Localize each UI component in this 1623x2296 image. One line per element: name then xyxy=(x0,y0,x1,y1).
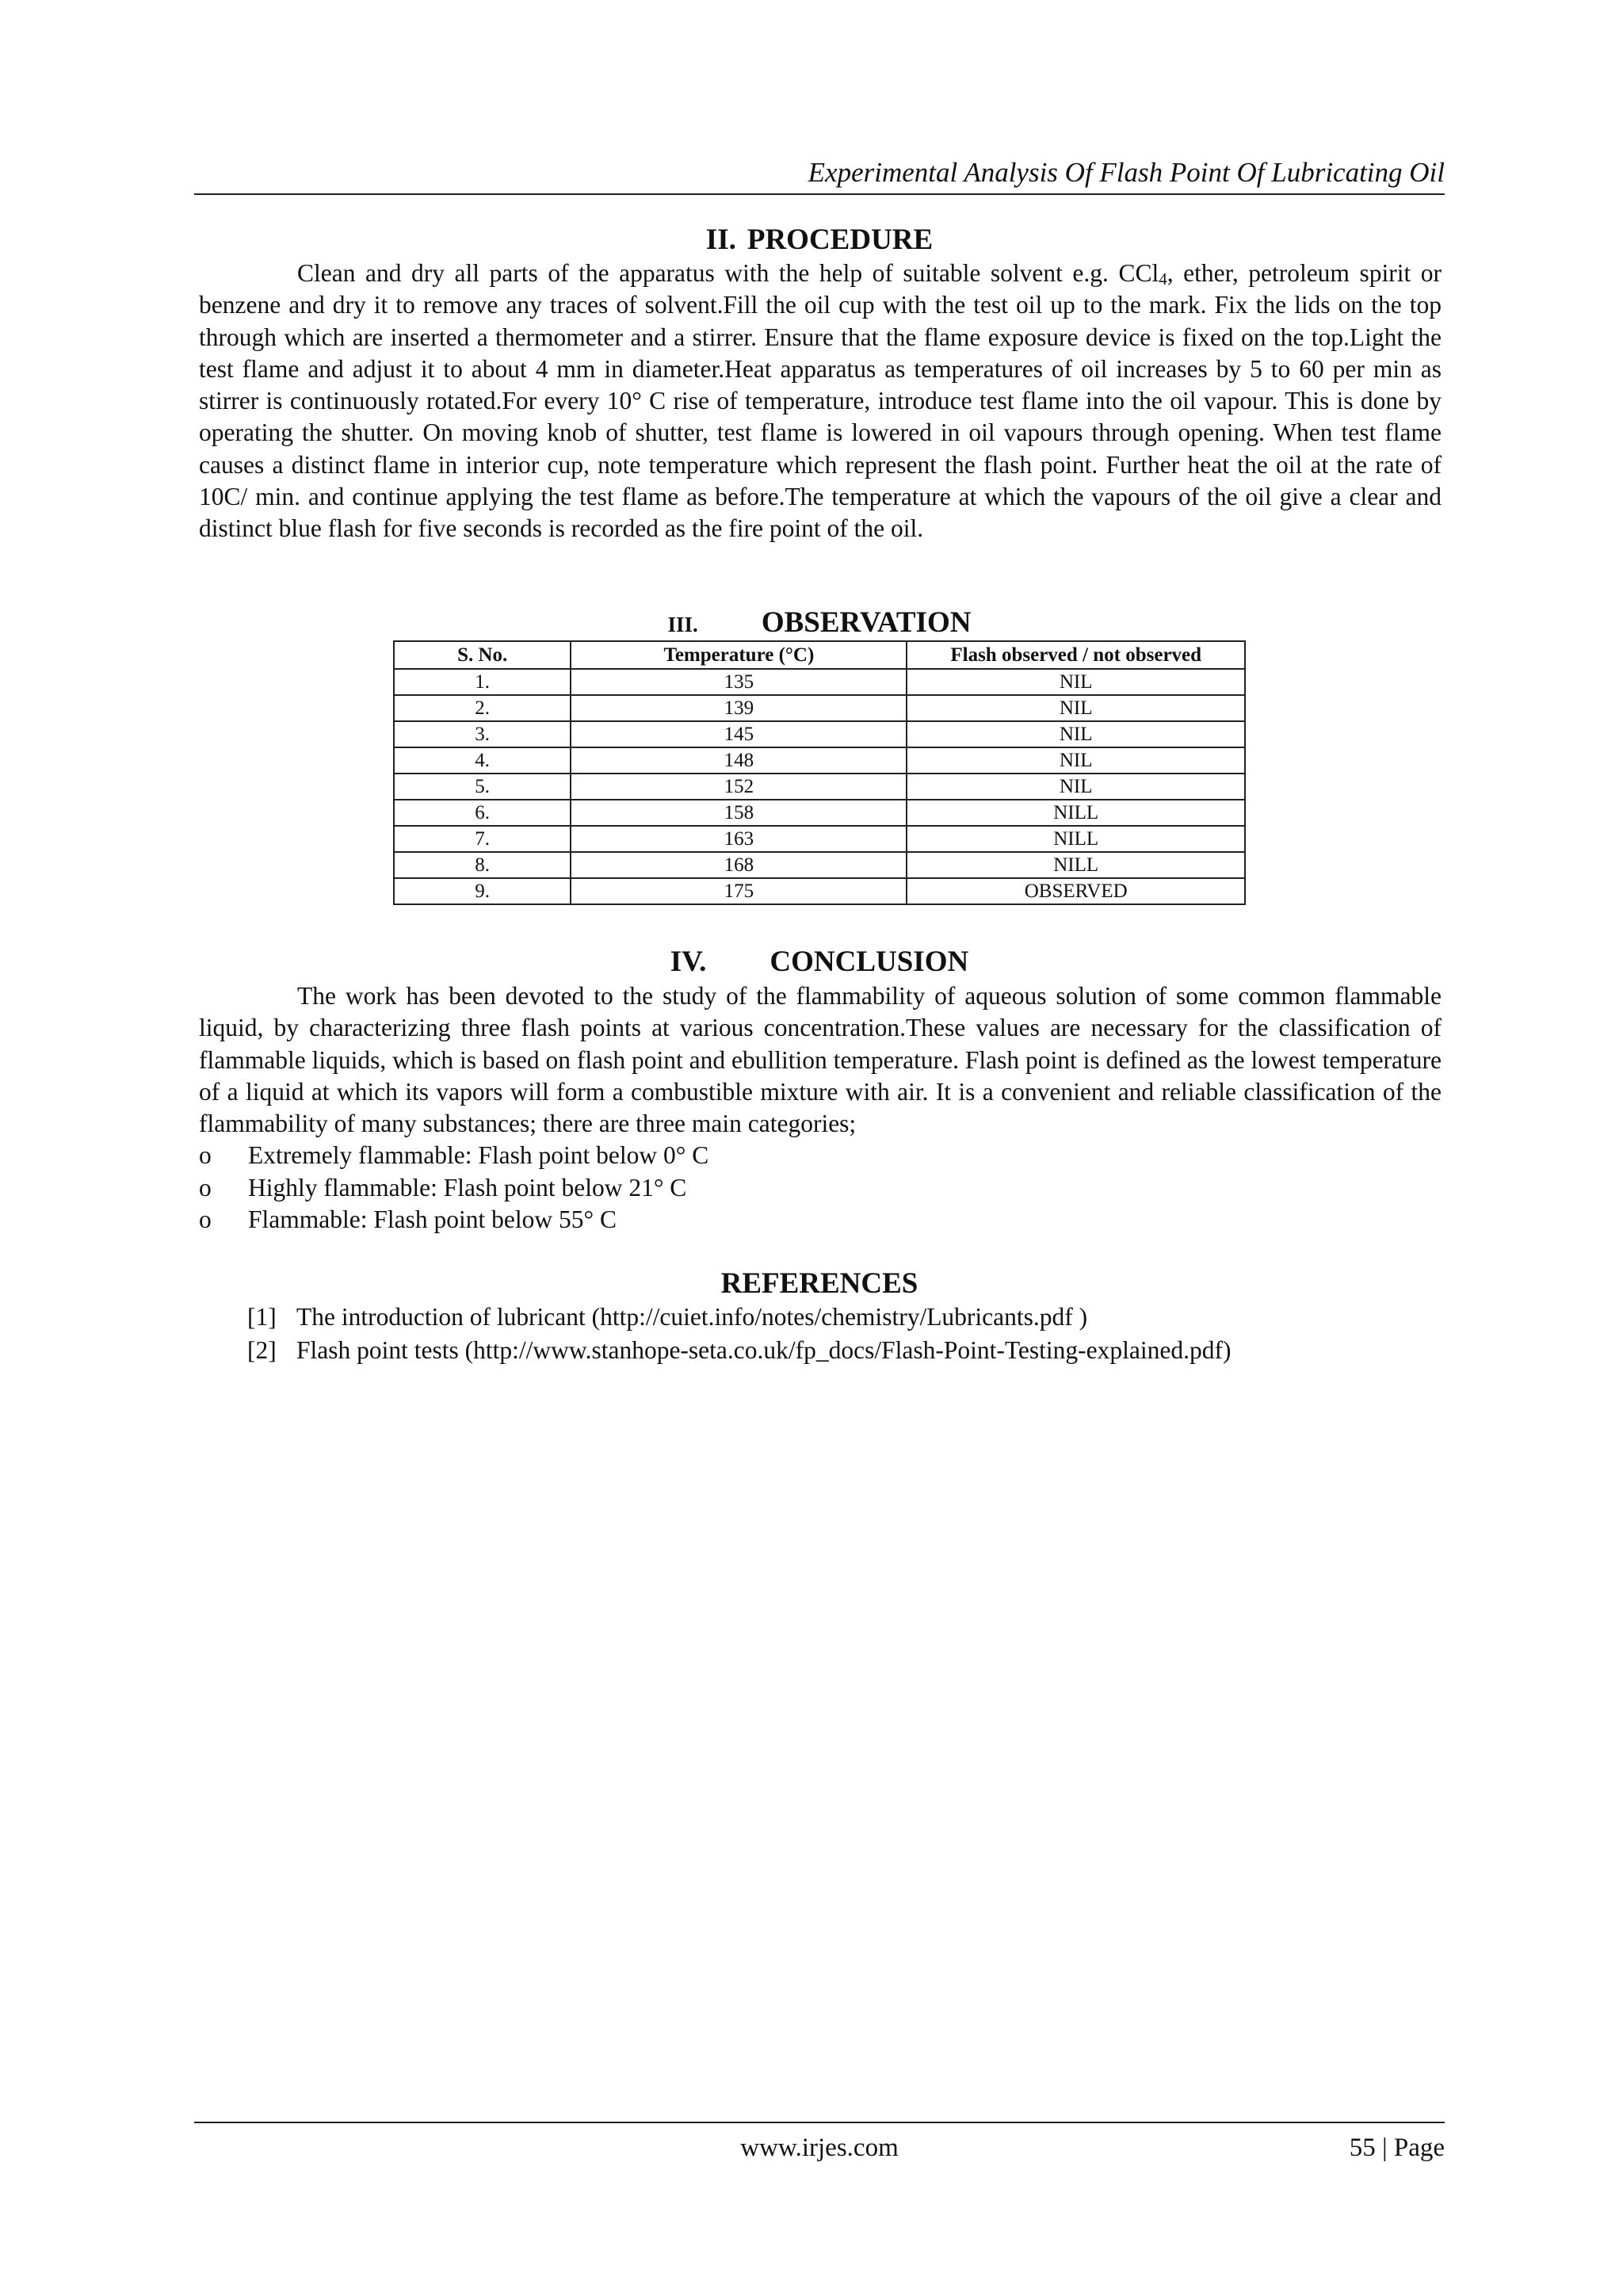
bullet-marker: o xyxy=(199,1141,212,1169)
cell-flash: NIL xyxy=(907,747,1245,774)
section-heading-procedure xyxy=(194,223,1445,258)
section-title: CONCLUSION xyxy=(769,946,969,978)
table-header-row xyxy=(394,641,1245,669)
reference-index: [2] xyxy=(247,1336,277,1364)
section-title: PROCEDURE xyxy=(747,223,934,256)
section-heading-observation xyxy=(194,606,1445,642)
table-row xyxy=(394,747,1245,774)
cell-sno: 3. xyxy=(394,721,571,747)
list-item xyxy=(199,1140,1435,1172)
reference-index: [1] xyxy=(247,1303,277,1331)
reference-text: The introduction of lubricant (http://cuiet.info/notes/chemistry/Lubricants.pdf ) xyxy=(296,1303,1088,1331)
cell-flash: OBSERVED xyxy=(907,878,1245,904)
procedure-paragraph xyxy=(199,258,1442,545)
reference-text: Flash point tests (http://www.stanhope-seta.co.uk/fp_docs/Flash-Point-Testing-explained.pdf) xyxy=(296,1336,1232,1364)
subscript: 4 xyxy=(1159,269,1167,288)
table-row xyxy=(394,800,1245,826)
list-item xyxy=(199,1204,1435,1236)
table-row xyxy=(394,721,1245,747)
list-item xyxy=(199,1172,1435,1205)
header-rule xyxy=(194,193,1445,195)
cell-temperature: 152 xyxy=(571,774,907,800)
table-row xyxy=(394,669,1245,695)
procedure-text-rest: , ether, petroleum spirit or benzene and dry it to remove any traces of solvent.Fill the oil cup with the test oil up to the mark. Fix the lids on the top through which are inserted a thermometer and a stirrer. Ensure that the flame exposure device is fixed on the top.Light the test flame and adjust it to about 4 mm in diameter.Heat apparatus as temperatures of oil increases by 5 to 60 per min as stirrer is continuously rotated.For every 10° C rise of temperature, introduce test flame into the oil vapour. This is done by operating the shutter. On moving knob of shutter, test flame is lowered in oil vapours through opening. When test flame causes a distinct flame in interior cup, note temperature which represent the flash point. Further heat the oil at the rate of 10C/ min. and continue applying the test flame as before.The temperature at which the vapours of the oil give a clear and distinct blue flash for five seconds is recorded as the fire point of the oil. xyxy=(199,259,1442,543)
cell-flash: NILL xyxy=(907,800,1245,826)
cell-temperature: 139 xyxy=(571,695,907,721)
table-row xyxy=(394,826,1245,852)
reference-item xyxy=(247,1301,1436,1334)
table-row xyxy=(394,774,1245,800)
cell-sno: 7. xyxy=(394,826,571,852)
cell-temperature: 163 xyxy=(571,826,907,852)
section-heading-conclusion xyxy=(194,945,1445,980)
cell-temperature: 158 xyxy=(571,800,907,826)
cell-sno: 5. xyxy=(394,774,571,800)
column-header: Flash observed / not observed xyxy=(907,641,1245,669)
list-item-text: Extremely flammable: Flash point below 0° C xyxy=(248,1141,709,1169)
footer-website: www.irjes.com xyxy=(740,2134,899,2162)
bullet-marker: o xyxy=(199,1205,212,1233)
cell-temperature: 148 xyxy=(571,747,907,774)
cell-temperature: 168 xyxy=(571,852,907,878)
list-item-text: Flammable: Flash point below 55° C xyxy=(248,1205,617,1233)
reference-list xyxy=(247,1301,1436,1367)
cell-flash: NIL xyxy=(907,721,1245,747)
cell-flash: NIL xyxy=(907,669,1245,695)
cell-temperature: 135 xyxy=(571,669,907,695)
section-number: III. xyxy=(667,613,698,636)
bullet-marker: o xyxy=(199,1173,212,1201)
reference-item xyxy=(247,1334,1436,1367)
cell-sno: 9. xyxy=(394,878,571,904)
section-title: REFERENCES xyxy=(720,1267,918,1300)
procedure-text-start: Clean and dry all parts of the apparatus with the help of suitable solvent e.g. CCl xyxy=(297,259,1159,287)
cell-flash: NILL xyxy=(907,852,1245,878)
table-row xyxy=(394,695,1245,721)
cell-temperature: 145 xyxy=(571,721,907,747)
cell-sno: 1. xyxy=(394,669,571,695)
cell-sno: 6. xyxy=(394,800,571,826)
table-row xyxy=(394,878,1245,904)
list-item-text: Highly flammable: Flash point below 21° C xyxy=(248,1173,687,1201)
footer-rule xyxy=(194,2122,1445,2123)
page-number: 55 | Page xyxy=(1349,2134,1445,2162)
cell-temperature: 175 xyxy=(571,878,907,904)
conclusion-paragraph: The work has been devoted to the study of the flammability of aqueous solution of some common flammable liquid, by characterizing three flash points at various concentration.These values are necessary for the classification of flammable liquids, which is based on flash point and ebullition temperature. Flash point is defined as the lowest temperature of a liquid at which its vapors will form a combustible mixture with air. It is a convenient and reliable classification of the flammability of many substances; there are three main categories; xyxy=(199,982,1442,1138)
column-header: S. No. xyxy=(394,641,571,669)
cell-flash: NIL xyxy=(907,774,1245,800)
observation-table xyxy=(393,640,1246,905)
table-row xyxy=(394,852,1245,878)
section-number: IV. xyxy=(670,946,707,978)
section-heading-references xyxy=(194,1266,1445,1301)
cell-sno: 2. xyxy=(394,695,571,721)
running-title: Experimental Analysis Of Flash Point Of Lubricating Oil xyxy=(808,157,1445,188)
category-list xyxy=(199,1140,1435,1236)
section-number: II. xyxy=(705,223,736,256)
cell-sno: 4. xyxy=(394,747,571,774)
cell-flash: NILL xyxy=(907,826,1245,852)
section-title: OBSERVATION xyxy=(761,606,972,639)
cell-sno: 8. xyxy=(394,852,571,878)
column-header: Temperature (°C) xyxy=(571,641,907,669)
cell-flash: NIL xyxy=(907,695,1245,721)
